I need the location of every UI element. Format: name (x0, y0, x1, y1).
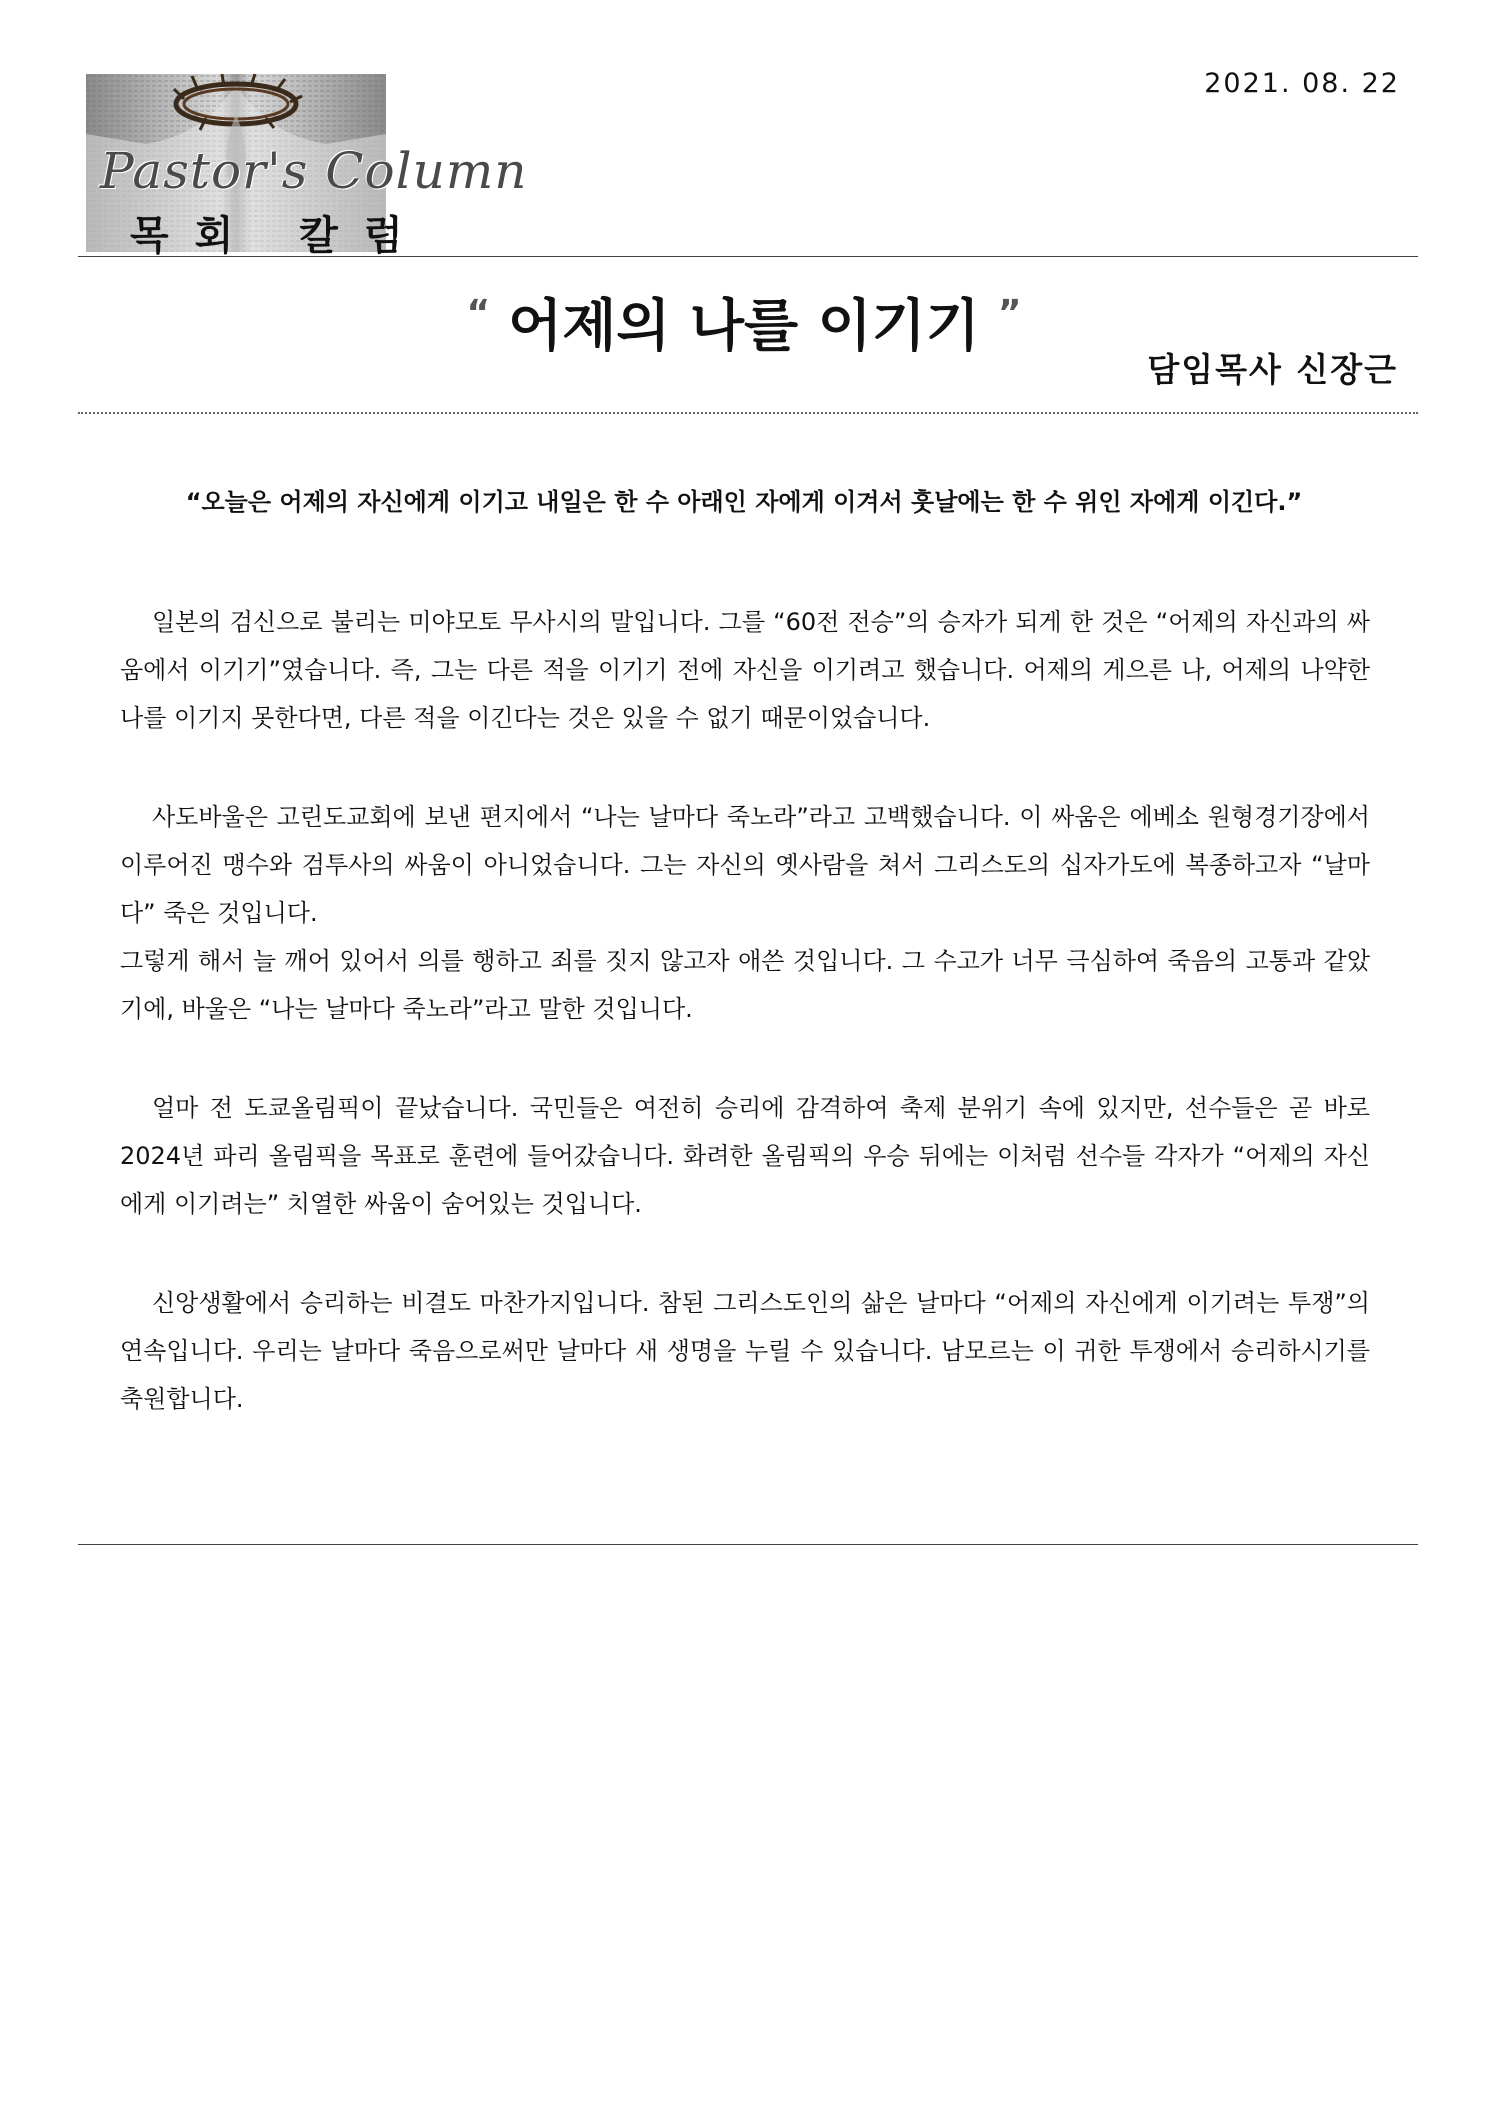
column-body (120, 598, 1370, 1474)
author-byline: 담임목사 신장근 (1147, 350, 1398, 389)
paragraph-1: 일본의 검신으로 불리는 미야모토 무사시의 말입니다. 그를 “60전 전승”의 승자가 되게 한 것은 “어제의 자신과의 싸움에서 이기기”였습니다. 즉, 그는 다른 적을 이기기 전에 자신을 이기려고 했습니다. 어제의 게으른 나, 어제의 나약한 나를 이기지 못한다면, 다른 적을 이긴다는 것은 있을 수 없기 때문이었습니다. (120, 608, 1370, 732)
paragraph-3: 그렇게 해서 늘 깨어 있어서 의를 행하고 죄를 짓지 않고자 애쓴 것입니다. 그 수고가 너무 극심하여 죽음의 고통과 같았기에, 바울은 “나는 날마다 죽노라”라고 말한 것입니다. (120, 947, 1371, 1023)
logo-subtitle: 목회 칼럼 (130, 213, 429, 259)
dotted-divider (78, 412, 1418, 414)
paragraph-2: 사도바울은 고린도교회에 보낸 편지에서 “나는 날마다 죽노라”라고 고백했습니다. 이 싸움은 에베소 원형경기장에서 이루어진 맹수와 검투사의 싸움이 아니었습니다. 그는 자신의 옛사람을 쳐서 그리스도의 십자가도에 복종하고자 “날마다” 죽은 것입니다. (120, 803, 1370, 927)
paragraph-5: 신앙생활에서 승리하는 비결도 마찬가지입니다. 참된 그리스도인의 삶은 날마다 “어제의 자신에게 이기려는 투쟁”의 연속입니다. 우리는 날마다 죽음으로써만 날마다 새 생명을 누릴 수 있습니다. 남모르는 이 귀한 투쟁에서 승리하시기를 축원합니다. (120, 1289, 1370, 1413)
open-quote-mark: “ (466, 293, 491, 335)
header-divider (78, 256, 1418, 257)
logo-title: Pastor's Column (100, 142, 528, 200)
column-date: 2021. 08. 22 (1204, 68, 1400, 99)
paragraph-4: 얼마 전 도쿄올림픽이 끝났습니다. 국민들은 여전히 승리에 감격하여 축제 분위기 속에 있지만, 선수들은 곧 바로 2024년 파리 올림픽을 목표로 훈련에 들어갔습니다. 화려한 올림픽의 우승 뒤에는 이처럼 선수들 각자가 “어제의 자신에게 이기려는” 치열한 싸움이 숨어있는 것입니다. (120, 1094, 1370, 1218)
close-quote-mark: ” (997, 293, 1022, 335)
epigraph-quote: “오늘은 어제의 자신에게 이기고 내일은 한 수 아래인 자에게 이겨서 훗날에는 한 수 위인 자에게 이긴다.” (185, 488, 1303, 516)
pastors-column-logo (86, 74, 528, 259)
column-title-text: 어제의 나를 이기기 (508, 294, 980, 359)
footer-divider (78, 1544, 1418, 1545)
